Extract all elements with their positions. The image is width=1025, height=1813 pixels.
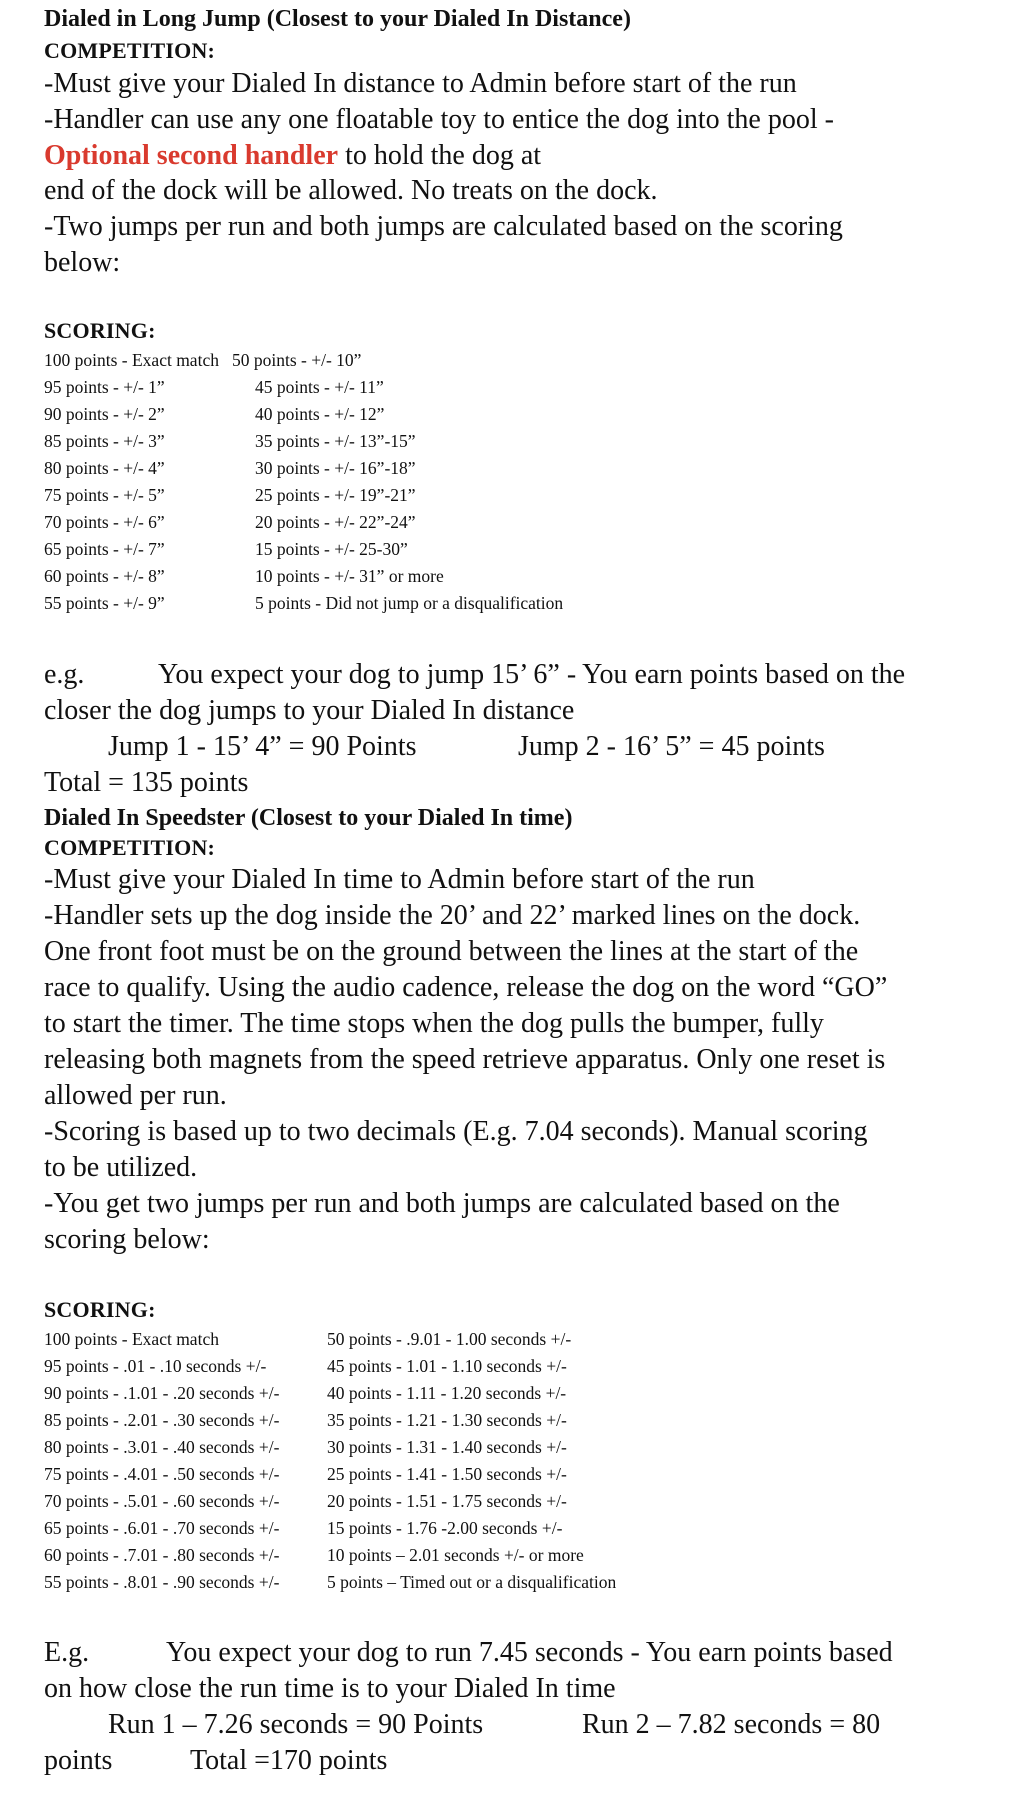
- speedster-rule-line: releasing both magnets from the speed retrieve apparatus. Only one reset is: [44, 1044, 886, 1075]
- score-row: 20 points - 1.51 - 1.75 seconds +/-: [327, 1491, 567, 1511]
- long-jump-title: Dialed in Long Jump (Closest to your Dialed In Distance): [44, 6, 631, 32]
- speedster-rule-line: race to qualify. Using the audio cadence, release the dog on the word “GO”: [44, 972, 888, 1003]
- score-row: 45 points - +/- 11”: [255, 377, 384, 397]
- score-row: 10 points - +/- 31” or more: [255, 566, 444, 586]
- score-row: 40 points - 1.11 - 1.20 seconds +/-: [327, 1383, 567, 1403]
- speedster-scoring-label: SCORING:: [44, 1297, 156, 1322]
- score-row: 70 points - +/- 6”: [44, 512, 165, 532]
- score-row: 95 points - +/- 1”: [44, 377, 165, 397]
- long-jump-example-label: e.g.: [44, 659, 85, 690]
- score-row: 90 points - +/- 2”: [44, 404, 165, 424]
- long-jump-competition-label: COMPETITION:: [44, 38, 216, 63]
- score-row: 70 points - .5.01 - .60 seconds +/-: [44, 1491, 280, 1511]
- speedster-rule-line: -Handler sets up the dog inside the 20’ and 22’ marked lines on the dock.: [44, 900, 861, 931]
- long-jump-jump-1: Jump 1 - 15’ 4” = 90 Points: [108, 731, 417, 762]
- score-row: 15 points - 1.76 -2.00 seconds +/-: [327, 1518, 563, 1538]
- score-row: 65 points - .6.01 - .70 seconds +/-: [44, 1518, 280, 1538]
- optional-second-handler-highlight: Optional second handler: [44, 140, 339, 171]
- long-jump-rule-2: -Handler can use any one floatable toy to entice the dog into the pool -: [44, 104, 834, 135]
- score-row: 35 points - +/- 13”-15”: [255, 431, 416, 451]
- score-row: 95 points - .01 - .10 seconds +/-: [44, 1356, 267, 1376]
- score-row: 85 points - .2.01 - .30 seconds +/-: [44, 1410, 280, 1430]
- score-row: 5 points - Did not jump or a disqualification: [255, 593, 564, 613]
- score-row: 25 points - 1.41 - 1.50 seconds +/-: [327, 1464, 567, 1484]
- score-row: 40 points - +/- 12”: [255, 404, 385, 424]
- speedster-rule-line: One front foot must be on the ground between the lines at the start of the: [44, 936, 859, 967]
- long-jump-rule-1: -Must give your Dialed In distance to Admin before start of the run: [44, 68, 797, 99]
- long-jump-example-line-2: closer the dog jumps to your Dialed In distance: [44, 695, 575, 726]
- speedster-points-word: points: [44, 1745, 113, 1776]
- score-row: 65 points - +/- 7”: [44, 539, 165, 559]
- score-row: 75 points - +/- 5”: [44, 485, 165, 505]
- speedster-run-1: Run 1 – 7.26 seconds = 90 Points: [108, 1709, 484, 1740]
- score-row: 60 points - .7.01 - .80 seconds +/-: [44, 1545, 280, 1565]
- score-row: 50 points - .9.01 - 1.00 seconds +/-: [327, 1329, 572, 1349]
- score-row: 30 points - 1.31 - 1.40 seconds +/-: [327, 1437, 567, 1457]
- speedster-title: Dialed In Speedster (Closest to your Dialed In time): [44, 805, 573, 831]
- speedster-run-2: Run 2 – 7.82 seconds = 80: [582, 1709, 881, 1740]
- long-jump-rule-4: end of the dock will be allowed. No treats on the dock.: [44, 175, 658, 206]
- score-row: 15 points - +/- 25-30”: [255, 539, 408, 559]
- speedster-rule-line: to be utilized.: [44, 1152, 198, 1183]
- long-jump-rule-3-rest: to hold the dog at: [338, 140, 542, 171]
- speedster-competition-label: COMPETITION:: [44, 835, 216, 860]
- score-row: 55 points - +/- 9”: [44, 593, 165, 613]
- speedster-rule-line: scoring below:: [44, 1224, 210, 1255]
- long-jump-total: Total = 135 points: [44, 767, 249, 798]
- score-row: 100 points - Exact match: [44, 1329, 219, 1349]
- speedster-rule-line: -Scoring is based up to two decimals (E.g. 7.04 seconds). Manual scoring: [44, 1116, 868, 1147]
- speedster-rule-line: -You get two jumps per run and both jumps are calculated based on the: [44, 1188, 840, 1219]
- long-jump-rule-5b: below:: [44, 247, 121, 278]
- score-row: 80 points - +/- 4”: [44, 458, 165, 478]
- speedster-rule-line: to start the timer. The time stops when the dog pulls the bumper, fully: [44, 1008, 824, 1039]
- score-row: 25 points - +/- 19”-21”: [255, 485, 416, 505]
- long-jump-rule-5a: -Two jumps per run and both jumps are calculated based on the scoring: [44, 211, 843, 242]
- speedster-example-line-2: on how close the run time is to your Dialed In time: [44, 1673, 616, 1704]
- speedster-rule-line: -Must give your Dialed In time to Admin before start of the run: [44, 864, 755, 895]
- score-row: 10 points – 2.01 seconds +/- or more: [327, 1545, 584, 1565]
- score-row: 55 points - .8.01 - .90 seconds +/-: [44, 1572, 280, 1592]
- speedster-total: Total =170 points: [190, 1745, 388, 1776]
- score-row: 60 points - +/- 8”: [44, 566, 165, 586]
- score-row: 30 points - +/- 16”-18”: [255, 458, 416, 478]
- score-row: 45 points - 1.01 - 1.10 seconds +/-: [327, 1356, 567, 1376]
- score-row: 100 points - Exact match: [44, 350, 219, 370]
- score-row: 80 points - .3.01 - .40 seconds +/-: [44, 1437, 280, 1457]
- long-jump-rule-3: [44, 140, 541, 172]
- long-jump-scoring-label: SCORING:: [44, 318, 156, 343]
- speedster-rule-line: allowed per run.: [44, 1080, 227, 1111]
- score-row: 75 points - .4.01 - .50 seconds +/-: [44, 1464, 280, 1484]
- score-row: 5 points – Timed out or a disqualification: [327, 1572, 617, 1592]
- speedster-example-line-1: You expect your dog to run 7.45 seconds - You earn points based: [166, 1637, 893, 1668]
- long-jump-jump-2: Jump 2 - 16’ 5” = 45 points: [518, 731, 825, 762]
- score-row: 35 points - 1.21 - 1.30 seconds +/-: [327, 1410, 567, 1430]
- score-row: 90 points - .1.01 - .20 seconds +/-: [44, 1383, 280, 1403]
- score-row: 50 points - +/- 10”: [232, 350, 362, 370]
- score-row: 20 points - +/- 22”-24”: [255, 512, 416, 532]
- score-row: 85 points - +/- 3”: [44, 431, 165, 451]
- speedster-example-label: E.g.: [44, 1637, 90, 1668]
- long-jump-example-line-1: You expect your dog to jump 15’ 6” - You earn points based on the: [158, 659, 906, 690]
